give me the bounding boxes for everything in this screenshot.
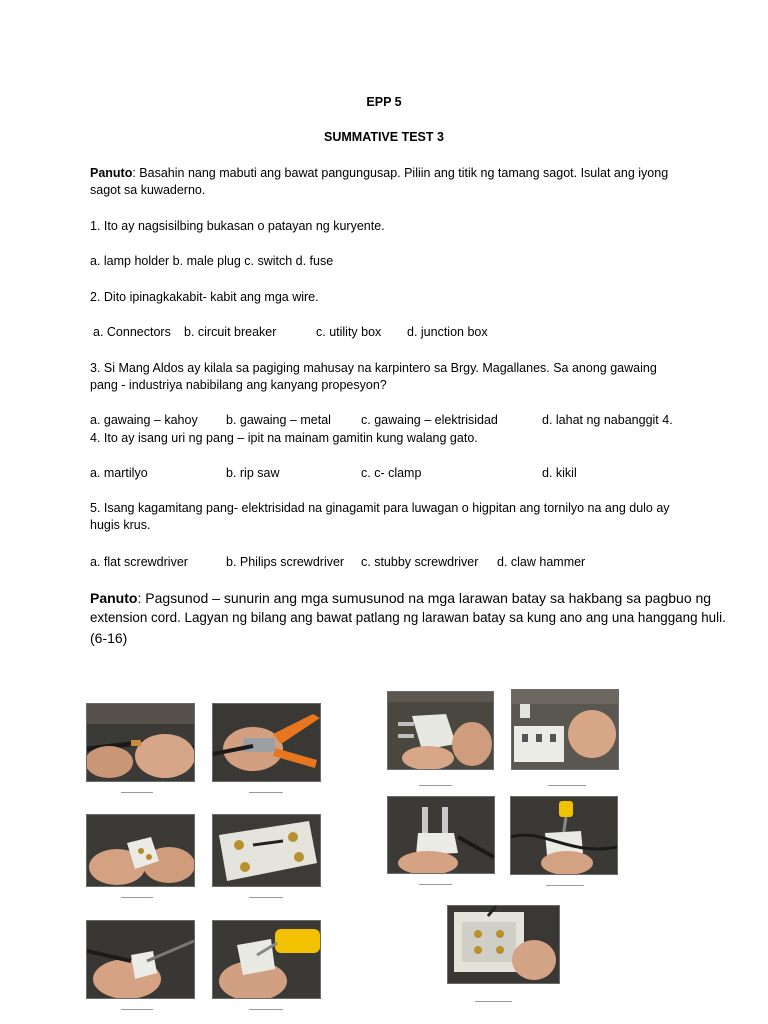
q4-choice-a: a. martilyo bbox=[90, 466, 148, 480]
photo-stripping-wire bbox=[86, 703, 195, 782]
photo-tightening-outlet bbox=[510, 796, 618, 875]
q3-choice-d: d. lahat ng nabanggit 4. bbox=[542, 413, 673, 427]
subject-title: EPP 5 bbox=[366, 95, 402, 109]
photo-plug-prongs bbox=[387, 796, 495, 874]
answer-blank[interactable] bbox=[249, 1009, 283, 1010]
photo-male-plug bbox=[387, 691, 494, 770]
q2-choice-c: c. utility box bbox=[316, 325, 382, 339]
part2-directions-line-1 bbox=[90, 588, 711, 608]
q5-choice-d: d. claw hammer bbox=[497, 555, 586, 569]
q5-choice-b: b. Philips screwdriver bbox=[226, 555, 345, 569]
q5-choice-a: a. flat screwdriver bbox=[90, 555, 188, 569]
directions-text: : Basahin nang mabuti ang bawat pangungusap. Piliin ang titik ng tamang sagot. Isulat ang iyong bbox=[132, 166, 669, 180]
answer-blank[interactable] bbox=[121, 792, 153, 793]
q2-choice-b: b. circuit breaker bbox=[184, 325, 277, 339]
photo-pliers-cutting bbox=[212, 703, 321, 782]
answer-blank[interactable] bbox=[121, 897, 153, 898]
photo-plug-terminal bbox=[86, 814, 195, 887]
question-2: 2. Dito ipinagkakabit- kabit ang mga wire. bbox=[90, 290, 319, 304]
part2-directions-line-3: (6-16) bbox=[90, 630, 128, 646]
directions-line-2: sagot sa kuwaderno. bbox=[90, 183, 206, 197]
question-5-line-2: hugis krus. bbox=[90, 518, 151, 532]
q4-choice-b: b. rip saw bbox=[226, 466, 280, 480]
part2-directions-text: : Pagsunod – sunurin ang mga sumusunod na mga larawan batay sa hakbang sa pagbuo ng bbox=[137, 590, 712, 606]
part2-directions-line-2: extension cord. Lagyan ng bilang ang bawat patlang ng larawan batay sa kung ano ang una hanggang huli. bbox=[90, 610, 726, 625]
answer-blank[interactable] bbox=[475, 1001, 512, 1002]
question-4: 4. Ito ay isang uri ng pang – ipit na mainam gamitin kung walang gato. bbox=[90, 431, 478, 445]
q3-choice-c: c. gawaing – elektrisidad bbox=[361, 413, 498, 427]
q4-choice-d: d. kikil bbox=[542, 466, 577, 480]
photo-screwdriver-plug bbox=[86, 920, 195, 999]
answer-blank[interactable] bbox=[419, 884, 452, 885]
question-3-line-2: pang - industriya nabibilang ang kanyang propesyon? bbox=[90, 378, 387, 392]
photo-outlet-wiring bbox=[447, 905, 560, 984]
answer-blank[interactable] bbox=[249, 897, 283, 898]
question-1: 1. Ito ay nagsisilbing bukasan o patayan ng kuryente. bbox=[90, 219, 385, 233]
question-3-line-1: 3. Si Mang Aldos ay kilala sa pagiging mahusay na karpintero sa Brgy. Magallanes. Sa anong gawaing bbox=[90, 361, 657, 375]
q3-choice-a: a. gawaing – kahoy bbox=[90, 413, 198, 427]
q2-choice-d: d. junction box bbox=[407, 325, 488, 339]
answer-blank[interactable] bbox=[121, 1009, 153, 1010]
part2-directions-label: Panuto bbox=[90, 590, 138, 606]
directions-line-1 bbox=[90, 165, 668, 182]
photo-yellow-screwdriver bbox=[212, 920, 321, 999]
q2-choice-a: a. Connectors bbox=[93, 325, 171, 339]
answer-blank[interactable] bbox=[249, 792, 283, 793]
directions-label: Panuto bbox=[90, 166, 133, 180]
q3-choice-b: b. gawaing – metal bbox=[226, 413, 331, 427]
test-title: SUMMATIVE TEST 3 bbox=[324, 130, 444, 144]
answer-blank[interactable] bbox=[419, 785, 452, 786]
answer-blank[interactable] bbox=[546, 885, 584, 886]
q4-choice-c: c. c- clamp bbox=[361, 466, 422, 480]
question-5-line-1: 5. Isang kagamitang pang- elektrisidad na ginagamit para luwagan o higpitan ang tornilyo na ang dulo ay bbox=[90, 501, 670, 515]
photo-outlet-cover bbox=[511, 689, 619, 770]
question-1-choices: a. lamp holder b. male plug c. switch d. fuse bbox=[90, 254, 334, 268]
photo-outlet-box-open bbox=[212, 814, 321, 887]
q5-choice-c: c. stubby screwdriver bbox=[361, 555, 479, 569]
answer-blank[interactable] bbox=[548, 785, 586, 786]
